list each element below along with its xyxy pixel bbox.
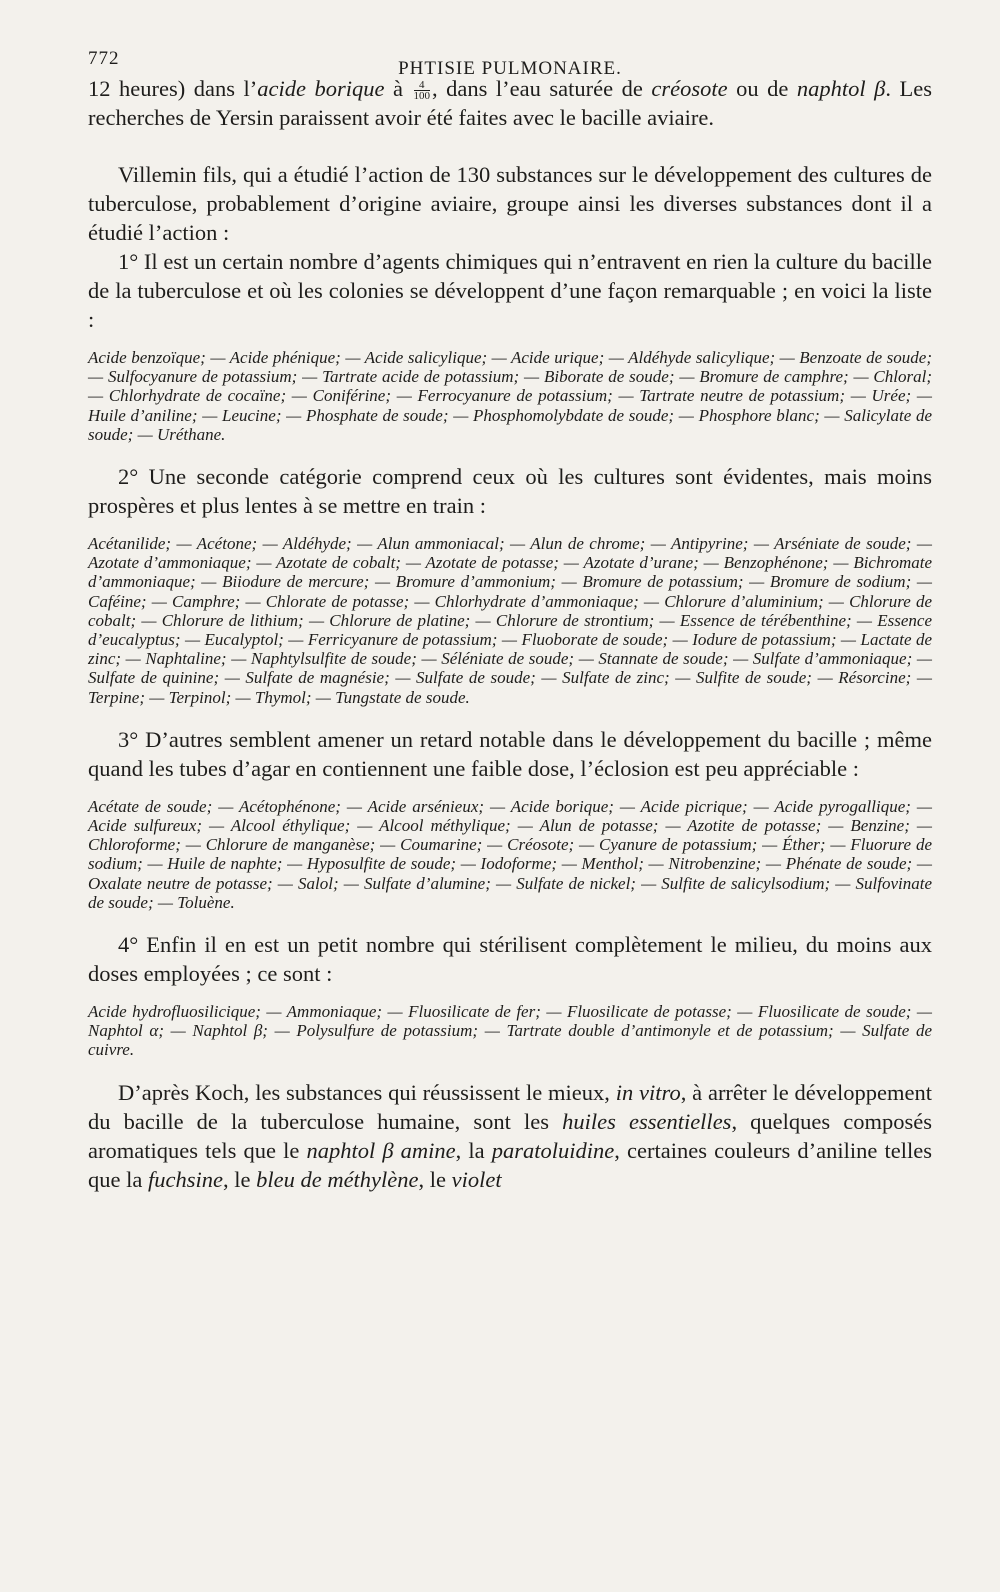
koch-italic-5: fuchsine xyxy=(147,1166,223,1192)
koch-text-7: , le xyxy=(418,1166,452,1192)
koch-italic-4: paratoluidine xyxy=(491,1137,615,1163)
koch-italic-7: violet xyxy=(451,1166,502,1192)
fraction-numerator: 4 xyxy=(414,80,431,91)
koch-paragraph xyxy=(88,1078,932,1194)
koch-italic-3: naphtol β amine xyxy=(306,1137,456,1163)
category-3-paragraph: 3° D’autres semblent amener un retard notable dans le développement du bacille ; même quand les tubes d’agar en contiennent une faible dose, l’éclosion est peu appréciable : xyxy=(88,726,932,781)
koch-italic-6: bleu de méthylène xyxy=(256,1166,419,1192)
koch-text-3: , quelques composés aromatiques tels que le xyxy=(88,1108,932,1163)
category-2-paragraph: 2° Une seconde catégorie comprend ceux où les cultures sont évidentes, mais moins prospères et plus lentes à se mettre en train : xyxy=(88,464,932,519)
intro-italic-3: naphtol β xyxy=(796,76,886,101)
intro-italic-1: acide borique xyxy=(257,76,385,101)
category-2-list: Acétanilide; — Acétone; — Aldéhyde; — Alun ammoniacal; — Alun de chrome; — Antipyrine; — Arséniate de soude; — Azotate d’ammoniaque; — Azotate de cobalt; — Azotate de potasse; — Azotate d’urane; — Benzophénone; — Bichromate d’ammoniaque; — Biiodure de mercure; — Bromure d’ammonium; — Bromure de potassium; — Bromure de sodium; — Caféine; — Camphre; — Chlorate de potasse; — Chlorhydrate d’ammoniaque; — Chlorure d’aluminium; — Chlorure de cobalt; — Chlorure de lithium; — Chlorure de platine; — Chlorure de strontium; — Essence de térébenthine; — Essence d’eucalyptus; — Eucalyptol; — Ferricyanure de potassium; — Fluoborate de soude; — Iodure de potassium; — Lactate de zinc; — Naphtaline; — Naphtylsulfite de soude; — Séléniate de soude; — Stannate de soude; — Sulfate d’ammoniaque; — Sulfate de quinine; — Sulfate de magnésie; — Sulfate de soude; — Sulfate de zinc; — Sulfite de soude; — Résorcine; — Terpine; — Terpinol; — Thymol; — Tungstate de soude. xyxy=(88,534,932,707)
fraction-denominator: 100 xyxy=(413,90,430,103)
page-header xyxy=(88,44,932,79)
intro-text-4: ou de xyxy=(727,76,797,101)
koch-text-6: , le xyxy=(222,1166,257,1192)
category-4-list: Acide hydrofluosilicique; — Ammoniaque; — Fluosilicate de fer; — Fluosilicate de potasse; — Fluosilicate de soude; — Naphtol α; — Naphtol β; — Polysulfure de potassium; — Tartrate double d’antimonyle et de potassium; — Sulfate de cuivre. xyxy=(88,1002,932,1060)
page-number: 772 xyxy=(88,48,120,69)
category-1-list: Acide benzoïque; — Acide phénique; — Acide salicylique; — Acide urique; — Aldéhyde salicylique; — Benzoate de soude; — Sulfocyanure de potassium; — Tartrate acide de potassium; — Biborate de soude; — Bromure de camphre; — Chloral; — Chlorhydrate de cocaïne; — Coniférine; — Ferrocyanure de potassium; — Tartrate neutre de potassium; — Urée; — Huile d’aniline; — Leucine; — Phosphate de soude; — Phosphomolybdate de soude; — Phosphore blanc; — Salicylate de soude; — Uréthane. xyxy=(88,348,932,444)
intro-text-1: 12 heures) dans l’ xyxy=(88,76,258,101)
villemin-paragraph: Villemin fils, qui a étudié l’action de 130 substances sur le développement des cultures de tuberculose, probablement d’origine aviaire, groupe ainsi les diverses substances dont il a étudié l’action : xyxy=(88,162,932,245)
category-3-list: Acétate de soude; — Acétophénone; — Acide arsénieux; — Acide borique; — Acide picrique; — Acide pyrogallique; — Acide sulfureux; — Alcool éthylique; — Alcool méthylique; — Alun de potasse; — Azotite de potasse; — Benzine; — Chloroforme; — Chlorure de manganèse; — Coumarine; — Créosote; — Cyanure de potassium; — Éther; — Fluorure de sodium; — Huile de naphte; — Hyposulfite de soude; — Iodoforme; — Menthol; — Nitrobenzine; — Phénate de soude; — Oxalate neutre de potasse; — Salol; — Sulfate d’alumine; — Sulfate de nickel; — Sulfite de salicylsodium; — Sulfovinate de soude; — Toluène. xyxy=(88,796,932,912)
koch-text-4: , la xyxy=(455,1137,492,1163)
category-1-paragraph: 1° Il est un certain nombre d’agents chimiques qui n’entravent en rien la culture du bacille de la tuberculose et où les colonies se développent d’une façon remarquable ; en voici la liste : xyxy=(88,249,932,332)
category-4-paragraph: 4° Enfin il en est un petit nombre qui stérilisent complètement le milieu, du moins aux doses employées ; ce sont : xyxy=(88,932,932,987)
koch-text-2: , à arrêter le développement du bacille de la tuberculose humaine, sont les xyxy=(88,1079,932,1134)
fraction xyxy=(414,80,431,101)
intro-text-2: à xyxy=(384,76,412,101)
koch-text-5: , certaines couleurs d’aniline telles que la xyxy=(88,1137,933,1192)
koch-italic-2: huiles essentielles xyxy=(562,1108,732,1134)
intro-paragraph xyxy=(88,74,932,132)
koch-text-1: D’après Koch, les substances qui réussissent le mieux, xyxy=(118,1079,616,1105)
running-title: PHTISIE PULMONAIRE. xyxy=(398,58,622,79)
intro-italic-2: créosote xyxy=(651,76,728,101)
koch-italic-1: in vitro xyxy=(615,1079,681,1105)
spacer xyxy=(88,132,932,160)
intro-text-5: . Les recherches de Yersin paraissent avoir été faites avec le bacille aviaire. xyxy=(88,76,932,130)
intro-text-3: , dans l’eau saturée de xyxy=(432,76,652,101)
